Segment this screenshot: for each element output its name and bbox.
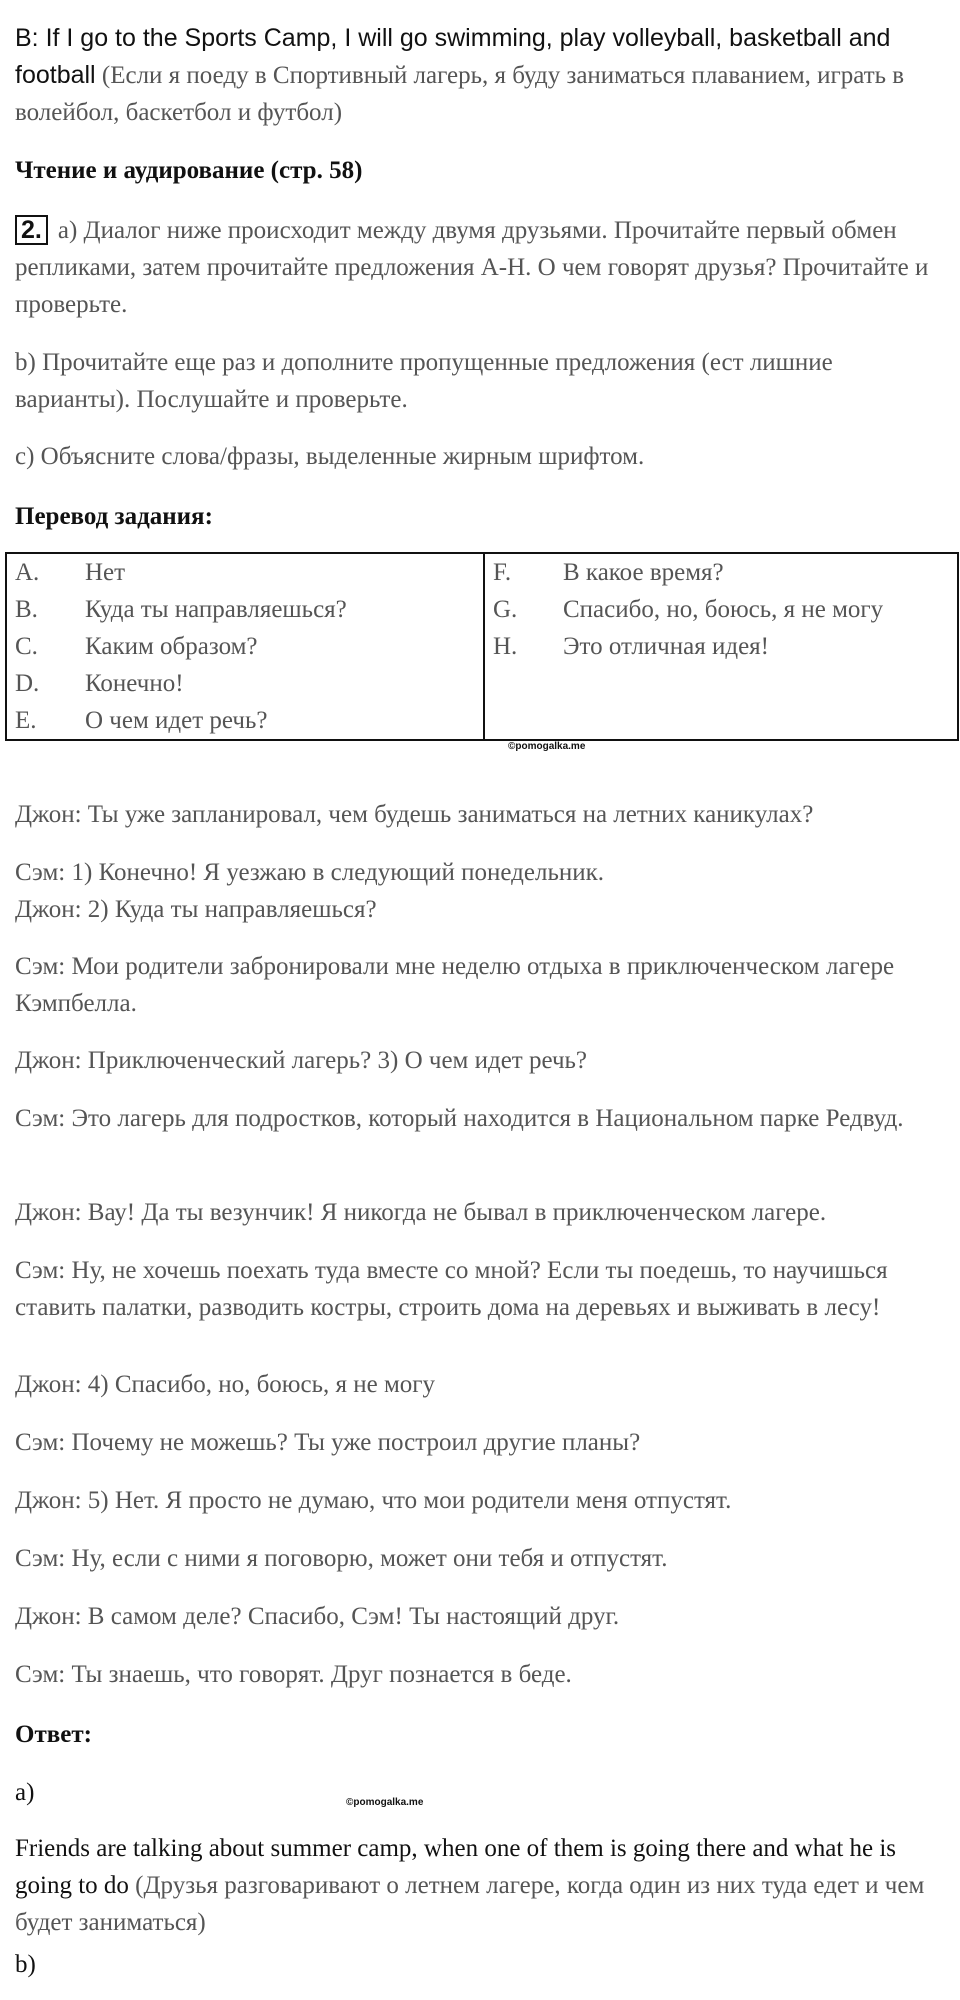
answer-a-paragraph: [15, 1830, 945, 1941]
option-item: [485, 554, 957, 591]
answer-a-label: a): [15, 1779, 35, 1806]
option-item: [7, 554, 483, 591]
option-letter: E.: [15, 707, 37, 734]
option-letter: G.: [493, 596, 518, 623]
option-item: [7, 702, 483, 739]
dialogue-line: Сэм: Мои родители забронировали мне неделю отдыха в приключенческом лагере Кэмпбелла.: [15, 953, 895, 1017]
answer-a-english: Friends are talking about summer camp, when one of them is going there and what he is going to do: [15, 1835, 897, 1899]
task-a-paragraph: [15, 212, 945, 323]
option-item: [485, 628, 957, 665]
option-text: Нет: [85, 559, 126, 586]
dialogue-line: Джон: Приключенческий лагерь? 3) О чем идет речь?: [15, 1047, 588, 1074]
option-text: В какое время?: [563, 559, 724, 586]
option-letter: C.: [15, 633, 38, 660]
task-number-badge: 2.: [15, 215, 48, 245]
option-item: [7, 628, 483, 665]
dialogue-line: Джон: В самом деле? Спасибо, Сэм! Ты настоящий друг.: [15, 1603, 620, 1630]
intro-paragraph: [15, 20, 945, 131]
answer-a-russian: (Друзья разговаривают о летнем лагере, когда один из них туда едет и чем будет заниматься): [15, 1872, 925, 1936]
option-letter: A.: [15, 559, 40, 586]
section-heading: Чтение и аудирование (стр. 58): [15, 157, 363, 184]
task-c-text: c) Объясните слова/фразы, выделенные жирным шрифтом.: [15, 443, 645, 470]
option-text: Спасибо, но, боюсь, я не могу: [563, 596, 884, 623]
dialogue-line: Джон: Ты уже запланировал, чем будешь заниматься на летних каникулах?: [15, 801, 814, 828]
task-b-text: b) Прочитайте еще раз и дополните пропущенные предложения (ест лишние варианты). Послушайте и проверьте.: [15, 349, 833, 413]
dialogue-line: Сэм: Это лагерь для подростков, который находится в Национальном парке Редвуд.: [15, 1105, 904, 1132]
task-a-text: a) Диалог ниже происходит между двумя друзьями. Прочитайте первый обмен репликами, затем прочитайте предложения A-H. О чем говорят друзья? Прочитайте и проверьте.: [15, 217, 929, 318]
option-item: [7, 665, 483, 702]
answer-heading: Ответ:: [15, 1721, 92, 1748]
option-text: Каким образом?: [85, 633, 258, 660]
watermark: ©pomogalka.me: [508, 741, 586, 752]
option-letter: F.: [493, 559, 512, 586]
dialogue-line: Джон: Вау! Да ты везунчик! Я никогда не бывал в приключенческом лагере.: [15, 1199, 827, 1226]
options-table: [5, 552, 959, 741]
intro-english: B: If I go to the Sports Camp, I will go swimming, play volleyball, basketball and football: [15, 24, 891, 89]
options-left-column: [6, 553, 484, 740]
option-text: О чем идет речь?: [85, 707, 268, 734]
dialogue-line: Джон: 4) Спасибо, но, боюсь, я не могу: [15, 1371, 436, 1398]
dialogue-line: Сэм: Ну, если с ними я поговорю, может они тебя и отпустят.: [15, 1545, 668, 1572]
option-item: [7, 591, 483, 628]
dialogue-line: Джон: 5) Нет. Я просто не думаю, что мои родители меня отпустят.: [15, 1487, 732, 1514]
dialogue-line: Сэм: Почему не можешь? Ты уже построил другие планы?: [15, 1429, 641, 1456]
dialogue-line: Сэм: Ну, не хочешь поехать туда вместе со мной? Если ты поедешь, то научишься ставить палатки, разводить костры, строить дома на деревьях и выживать в лесу!: [15, 1257, 888, 1321]
translation-heading: Перевод задания:: [15, 503, 213, 530]
option-letter: H.: [493, 633, 518, 660]
intro-russian: (Если я поеду в Спортивный лагерь, я буду заниматься плаванием, играть в волейбол, баскетбол и футбол): [15, 62, 905, 126]
dialogue-line: Сэм: Ты знаешь, что говорят. Друг познается в беде.: [15, 1661, 572, 1688]
option-text: Конечно!: [85, 670, 184, 697]
dialogue-line: Джон: 2) Куда ты направляешься?: [15, 896, 377, 923]
answer-b-label: b): [15, 1951, 36, 1978]
option-item: [485, 591, 957, 628]
options-right-column: [484, 553, 958, 740]
watermark: ©pomogalka.me: [346, 1797, 424, 1808]
option-text: Это отличная идея!: [563, 633, 769, 660]
option-letter: D.: [15, 670, 40, 697]
dialogue-line: Сэм: 1) Конечно! Я уезжаю в следующий понедельник.: [15, 859, 605, 886]
option-letter: B.: [15, 596, 38, 623]
option-text: Куда ты направляешься?: [85, 596, 347, 623]
